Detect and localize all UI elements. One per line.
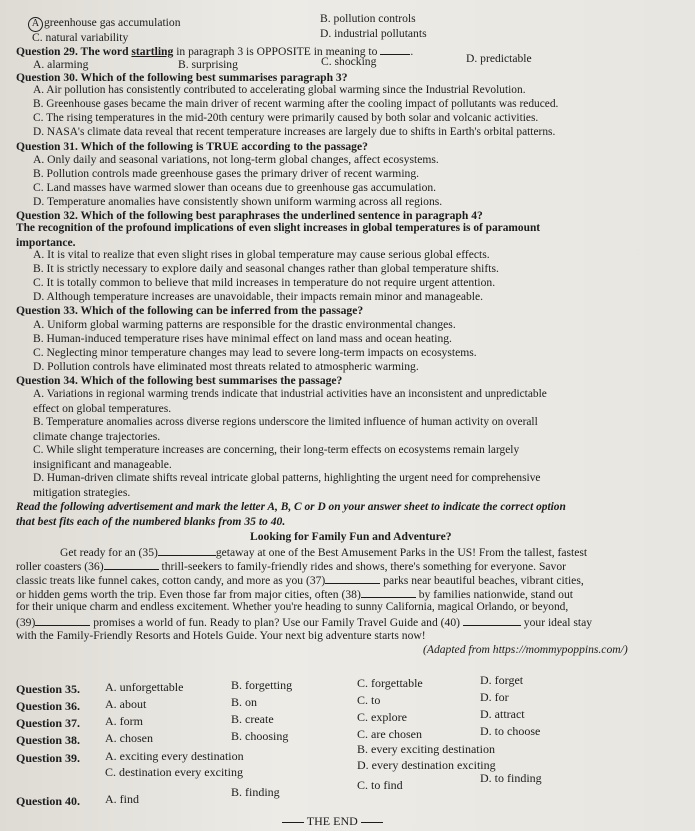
q33-option-b[interactable]: B. Human-induced temperature rises have minimal effect on land mass and ocean heating. bbox=[33, 332, 452, 345]
q37-option-a[interactable]: A. form bbox=[105, 714, 143, 728]
q32-option-a[interactable]: A. It is vital to realize that even slight rises in global temperature may cause serious global effects. bbox=[33, 248, 490, 261]
q30-option-b[interactable]: B. Greenhouse gases became the main driver of recent warming after the cooling impact of pollutants was reduced. bbox=[33, 98, 559, 110]
q38-option-c[interactable]: C. are chosen bbox=[357, 727, 422, 741]
q40-label: Question 40. bbox=[16, 794, 81, 808]
section-instruction: Read the following advertisement and mark the letter A, B, C or D on your answer sheet to indicate the correct option bbox=[16, 501, 566, 513]
blank-39 bbox=[35, 615, 90, 626]
q40-option-b[interactable]: B. finding bbox=[231, 785, 280, 799]
blank-40 bbox=[463, 615, 521, 626]
q34-stem: Question 34. Which of the following best summarises the passage? bbox=[16, 374, 343, 387]
q30-stem: Question 30. Which of the following best summarises paragraph 3? bbox=[16, 71, 348, 84]
q40-option-a[interactable]: A. find bbox=[105, 792, 139, 806]
ad-line-6: (39) promises a world of fun. Ready to plan? Use our Family Travel Guide and (40) your ideal stay bbox=[16, 616, 593, 629]
q32-option-d[interactable]: D. Although temperature increases are unavoidable, their impacts remain minor and manageable. bbox=[33, 290, 484, 303]
ad-line-7: with the Family-Friendly Resorts and Hotels Guide. Your next big adventure starts now! bbox=[16, 629, 426, 642]
q32-option-c[interactable]: C. It is totally common to believe that mild increases in temperature do not require urgent attention. bbox=[33, 276, 496, 289]
q38-option-d[interactable]: D. to choose bbox=[480, 724, 541, 738]
q31-option-c[interactable]: C. Land masses have warmed slower than oceans due to greenhouse gas accumulation. bbox=[33, 181, 437, 194]
ad-line-4: or hidden gems worth the trip. Even those far from major cities, often (38) by families nationwide, stand out bbox=[16, 588, 573, 601]
q29-stem: Question 29. The word startling in paragraph 3 is OPPOSITE in meaning to . bbox=[16, 45, 414, 58]
q31-option-d[interactable]: D. Temperature anomalies have consistently shown uniform warming across all regions. bbox=[33, 195, 443, 208]
q37-option-c[interactable]: C. explore bbox=[357, 710, 407, 724]
q29-option-a[interactable]: A. alarming bbox=[33, 58, 89, 71]
q30-option-d[interactable]: D. NASA's climate data reveal that recent temperature increases are largely due to shifts in Earth's orbital patterns. bbox=[33, 126, 556, 138]
q31-option-a[interactable]: A. Only daily and seasonal variations, not long-term global changes, affect ecosystems. bbox=[33, 153, 439, 166]
q39-option-c[interactable]: C. destination every exciting bbox=[105, 765, 243, 779]
q28-option-d[interactable]: D. industrial pollutants bbox=[320, 27, 427, 40]
section-instruction-cont: that best fits each of the numbered blanks from 35 to 40. bbox=[16, 515, 286, 528]
q34-option-d-cont[interactable]: mitigation strategies. bbox=[33, 486, 131, 499]
q28-option-b[interactable]: B. pollution controls bbox=[320, 12, 416, 25]
dash-left bbox=[282, 822, 304, 823]
ad-line-3: classic treats like funnel cakes, cotton candy, and more as you (37) parks near beautiful beaches, vibrant cities, bbox=[16, 574, 584, 587]
answer-circle: A bbox=[28, 17, 43, 32]
dash-right bbox=[361, 822, 383, 823]
ad-title: Looking for Family Fun and Adventure? bbox=[250, 530, 452, 543]
blank-35 bbox=[158, 545, 216, 556]
end-marker: THE END bbox=[282, 815, 383, 828]
q33-option-a[interactable]: A. Uniform global warming patterns are responsible for the drastic environmental changes. bbox=[33, 318, 456, 331]
q36-option-b[interactable]: B. on bbox=[231, 695, 258, 709]
q40-option-c[interactable]: C. to find bbox=[357, 778, 403, 792]
q39-label: Question 39. bbox=[16, 751, 81, 765]
q35-option-c[interactable]: C. forgettable bbox=[357, 676, 423, 690]
q34-option-b-cont[interactable]: climate change trajectories. bbox=[33, 430, 161, 443]
q36-label: Question 36. bbox=[16, 699, 81, 713]
q31-option-b[interactable]: B. Pollution controls made greenhouse gases the primary driver of recent warming. bbox=[33, 167, 420, 180]
q28-option-c[interactable]: C. natural variability bbox=[32, 31, 129, 44]
q39-option-a[interactable]: A. exciting every destination bbox=[105, 749, 244, 763]
q37-option-b[interactable]: B. create bbox=[231, 712, 274, 726]
q32-stem: Question 32. Which of the following best paraphrases the underlined sentence in paragraph 4? bbox=[16, 209, 483, 222]
blank bbox=[380, 44, 410, 55]
q39-option-d[interactable]: D. every destination exciting bbox=[357, 758, 496, 772]
blank-38 bbox=[361, 587, 416, 598]
q37-label: Question 37. bbox=[16, 716, 81, 730]
ad-source: (Adapted from https://mommypoppins.com/) bbox=[423, 643, 628, 656]
q34-option-a-cont[interactable]: effect on global temperatures. bbox=[33, 402, 172, 415]
q36-option-d[interactable]: D. for bbox=[480, 690, 509, 704]
q34-option-a[interactable]: A. Variations in regional warming trends indicate that industrial activities have an inconsistent and unpredictable bbox=[33, 388, 547, 400]
q35-option-d[interactable]: D. forget bbox=[480, 673, 524, 687]
q35-label: Question 35. bbox=[16, 682, 81, 696]
q36-option-c[interactable]: C. to bbox=[357, 693, 381, 707]
q34-option-c[interactable]: C. While slight temperature increases are concerning, their long-term effects on ecosystems remain largely bbox=[33, 444, 520, 456]
q37-option-d[interactable]: D. attract bbox=[480, 707, 525, 721]
q34-option-c-cont[interactable]: insignificant and manageable. bbox=[33, 458, 172, 471]
q35-option-b[interactable]: B. forgetting bbox=[231, 678, 293, 692]
q28-option-a[interactable]: A greenhouse gas accumulation bbox=[28, 16, 181, 32]
q38-option-a[interactable]: A. chosen bbox=[105, 731, 153, 745]
q34-option-d[interactable]: D. Human-driven climate shifts reveal intricate global patterns, highlighting the urgent need for comprehensive bbox=[33, 472, 541, 484]
q36-option-a[interactable]: A. about bbox=[105, 697, 147, 711]
q34-option-b[interactable]: B. Temperature anomalies across diverse regions underscore the limited influence of human activity on overall bbox=[33, 416, 538, 428]
q31-stem: Question 31. Which of the following is TRUE according to the passage? bbox=[16, 140, 368, 153]
ad-line-2: roller coasters (36) thrill-seekers to family-friendly rides and shows, there's something for everyone. Savor bbox=[16, 560, 567, 573]
q29-target-word: startling bbox=[131, 45, 174, 58]
q32-quoted-sentence: The recognition of the profound implications of even slight increases in global temperatures is of paramount bbox=[16, 222, 541, 234]
q35-option-a[interactable]: A. unforgettable bbox=[105, 680, 184, 694]
q38-label: Question 38. bbox=[16, 733, 81, 747]
q39-option-b[interactable]: B. every exciting destination bbox=[357, 742, 495, 756]
blank-36 bbox=[104, 559, 159, 570]
q40-option-d[interactable]: D. to finding bbox=[480, 771, 542, 785]
q30-option-c[interactable]: C. The rising temperatures in the mid-20th century were primarily caused by both solar and volcanic activities. bbox=[33, 112, 539, 124]
q33-option-d[interactable]: D. Pollution controls have eliminated most threats related to atmospheric warming. bbox=[33, 360, 419, 373]
q33-option-c[interactable]: C. Neglecting minor temperature changes may lead to severe long-term impacts on ecosystems. bbox=[33, 346, 477, 359]
blank-37 bbox=[325, 573, 380, 584]
q29-option-b[interactable]: B. surprising bbox=[178, 58, 238, 71]
ad-line-1: Get ready for an (35) getaway at one of the Best Amusement Parks in the US! From the tallest, fastest bbox=[60, 546, 588, 559]
q29-option-c[interactable]: C. shocking bbox=[321, 55, 377, 68]
q32-option-b[interactable]: B. It is strictly necessary to explore daily and seasonal changes rather than global temperature shifts. bbox=[33, 262, 499, 275]
q32-quoted-sentence-end: importance. bbox=[16, 236, 76, 249]
q33-stem: Question 33. Which of the following can be inferred from the passage? bbox=[16, 304, 364, 317]
q38-option-b[interactable]: B. choosing bbox=[231, 729, 289, 743]
q29-option-d[interactable]: D. predictable bbox=[466, 52, 532, 65]
ad-line-5: for their unique charm and endless excitement. Whether you're heading to sunny California, magical Orlando, or beyond, bbox=[16, 601, 569, 613]
q30-option-a[interactable]: A. Air pollution has consistently contributed to accelerating global warming since the Industrial Revolution. bbox=[33, 84, 526, 96]
